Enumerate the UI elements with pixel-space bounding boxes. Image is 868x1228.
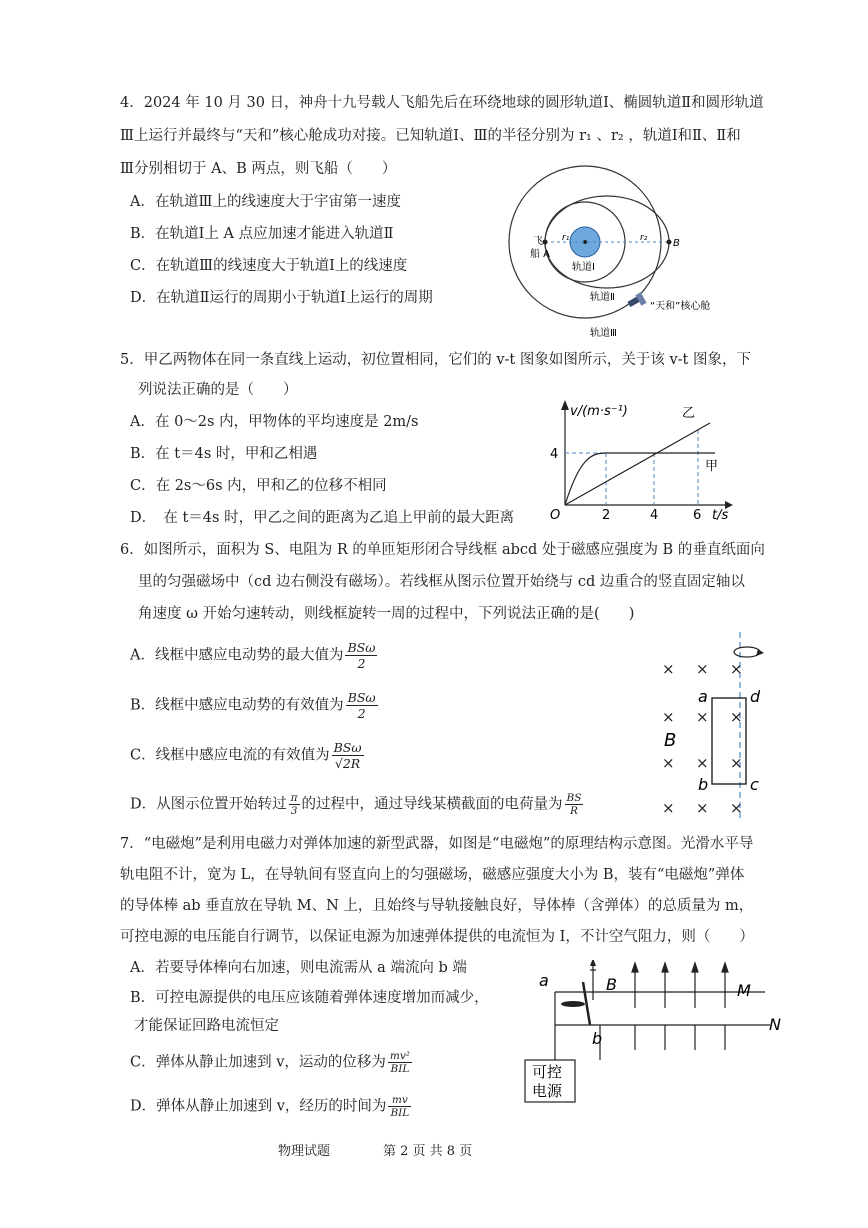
q7-option-c bbox=[130, 1050, 414, 1075]
q6-option-a bbox=[130, 640, 379, 671]
graph-xlabel: t/s bbox=[712, 508, 729, 523]
graph-origin: O bbox=[550, 508, 561, 523]
q6-c-numerator: BSω bbox=[333, 740, 362, 755]
q6-magnetic-field-figure bbox=[650, 630, 780, 825]
q6-line2: 里的匀强磁场中（cd 边右侧没有磁场）。若线框从图示位置开始绕与 cd 边重合的竖直固定轴以 bbox=[138, 574, 745, 590]
q4-option-a: A．在轨道Ⅲ上的线速度大于宇宙第一速度 bbox=[130, 194, 401, 210]
q7-c-denominator: BIL bbox=[390, 1063, 410, 1075]
q6-d-angle-denominator: 3 bbox=[290, 805, 298, 817]
svg-text:×: × bbox=[696, 660, 709, 678]
q4-option-d: D．在轨道Ⅱ运行的周期小于轨道Ⅰ上运行的周期 bbox=[130, 290, 433, 306]
q4-line2: Ⅲ上运行并最终与“天和”核心舱成功对接。已知轨道Ⅰ、Ⅲ的半径分别为 r₁ 、r₂ ，轨道Ⅰ和Ⅱ、Ⅱ和 bbox=[120, 128, 741, 144]
svg-text:×: × bbox=[730, 754, 743, 772]
q4-line1: 4．2024 年 10 月 30 日，神舟十九号载人飞船先后在环绕地球的圆形轨道Ⅰ、椭圆轨道Ⅱ和圆形轨道 bbox=[120, 95, 764, 111]
q6-option-d-text-a: D．从图示位置开始转过 bbox=[130, 796, 287, 813]
q7-option-d bbox=[130, 1094, 413, 1119]
q6-option-a-text: A．线框中感应电动势的最大值为 bbox=[130, 647, 344, 664]
svg-text:×: × bbox=[662, 708, 675, 726]
q7-line3: 的导体棒 ab 垂直放在导轨 M、N 上，且始终与导轨接触良好，导体棒（含弹体）的总质量为 m， bbox=[120, 898, 754, 914]
label-c: c bbox=[750, 775, 759, 794]
q6-option-d bbox=[130, 792, 585, 817]
graph-ylabel: v/(m·s⁻¹) bbox=[570, 404, 628, 419]
label-m: M bbox=[737, 981, 751, 1000]
jia-label: 甲 bbox=[705, 459, 719, 474]
q6-d-angle-numerator: π bbox=[290, 792, 298, 804]
q7-d-numerator: mv bbox=[388, 1094, 411, 1107]
label-field-b: B bbox=[606, 975, 617, 994]
yi-line bbox=[565, 423, 710, 505]
q5-line1: 5．甲乙两物体在同一条直线上运动，初位置相同，它们的 v-t 图象如图所示，关于该 v-t 图象，下 bbox=[120, 352, 751, 368]
q6-line3: 角速度 ω 开始匀速转动，则线框旋转一周的过程中，下列说法正确的是( ) bbox=[138, 606, 635, 622]
q4-orbit-figure bbox=[500, 160, 760, 350]
orbit-3-label: 轨道Ⅲ bbox=[590, 328, 617, 339]
q6-c-denominator: √2R bbox=[334, 756, 361, 771]
svg-text:×: × bbox=[730, 708, 743, 726]
q7-c-numerator: mv² bbox=[389, 1050, 411, 1062]
r2-label: r₂ bbox=[640, 233, 648, 243]
q7-option-b-line1: B．可控电源提供的电压应该随着弹体速度增加而减少， bbox=[130, 990, 489, 1006]
station-label: “天和”核心舱 bbox=[650, 301, 711, 312]
r1-label: r₁ bbox=[562, 233, 570, 243]
power-label-1: 可控 bbox=[532, 1063, 563, 1081]
label-a: a bbox=[539, 971, 549, 990]
q6-option-d-text-b: 的过程中，通过导线某横截面的电荷量为 bbox=[301, 796, 563, 813]
tick-x4: 4 bbox=[650, 508, 659, 523]
svg-text:×: × bbox=[730, 660, 743, 678]
q5-vt-graph bbox=[540, 395, 740, 525]
q6-d-numerator: BS bbox=[566, 792, 582, 804]
q6-option-c-text: C．线框中感应电流的有效值为 bbox=[130, 747, 330, 764]
q6-b-numerator: BSω bbox=[347, 690, 376, 705]
ship-label-a: 船 A bbox=[530, 249, 551, 260]
label-n: N bbox=[769, 1015, 781, 1034]
q6-line1: 6．如图所示，面积为 S、电阻为 R 的单匝矩形闭合导线框 abcd 处于磁感应强度为 B 的垂直纸面向 bbox=[120, 542, 765, 558]
footer-page-number: 第 2 页 共 8 页 bbox=[383, 1144, 473, 1159]
q4-line3: Ⅲ分别相切于 A、B 两点，则飞船（ ） bbox=[120, 161, 397, 177]
label-d: d bbox=[750, 687, 761, 706]
label-b: b bbox=[592, 1029, 603, 1048]
q5-option-d: D． 在 t＝4s 时，甲乙之间的距离为乙追上甲前的最大距离 bbox=[130, 510, 515, 526]
q6-a-denominator: 2 bbox=[357, 656, 366, 671]
q7-option-d-text: D．弹体从静止加速到 v，经历的时间为 bbox=[130, 1098, 387, 1115]
q7-option-a: A．若要导体棒向右加速，则电流需从 a 端流向 b 端 bbox=[130, 960, 467, 976]
q4-option-b: B．在轨道Ⅰ上 A 点应加速才能进入轨道Ⅱ bbox=[130, 226, 394, 242]
label-field-b: B bbox=[664, 730, 677, 751]
q6-option-b bbox=[130, 690, 380, 721]
q7-railgun-figure bbox=[515, 960, 790, 1105]
q7-line4: 可控电源的电压能自行调节，以保证电源为加速弹体提供的电流恒为 I，不计空气阻力，则（ ） bbox=[120, 929, 754, 945]
q5-option-a: A．在 0～2s 内，甲物体的平均速度是 2m/s bbox=[130, 414, 419, 430]
point-a bbox=[543, 240, 548, 245]
q7-option-b-line2: 才能保证回路电流恒定 bbox=[134, 1018, 279, 1034]
tick-x2: 2 bbox=[602, 508, 611, 523]
rotation-arrow-icon bbox=[734, 647, 760, 657]
power-label-2: 电源 bbox=[532, 1082, 563, 1100]
label-a: a bbox=[698, 687, 708, 706]
yi-label: 乙 bbox=[682, 406, 696, 421]
svg-text:×: × bbox=[696, 754, 709, 772]
q6-d-denominator: R bbox=[570, 805, 578, 817]
q5-line2: 列说法正确的是（ ） bbox=[138, 382, 298, 398]
point-b bbox=[667, 240, 672, 245]
q7-option-c-text: C．弹体从静止加速到 v，运动的位移为 bbox=[130, 1054, 386, 1071]
footer-subject: 物理试题 bbox=[278, 1144, 331, 1159]
q5-option-c: C．在 2s～6s 内，甲和乙的位移不相同 bbox=[130, 478, 387, 494]
svg-text:×: × bbox=[662, 754, 675, 772]
q7-line1: 7．“电磁炮”是利用电磁力对弹体加速的新型武器，如图是“电磁炮”的原理结构示意图。光滑水平导 bbox=[120, 836, 754, 852]
svg-text:×: × bbox=[730, 799, 743, 817]
svg-text:×: × bbox=[696, 799, 709, 817]
orbit-2-label: 轨道Ⅱ bbox=[590, 292, 615, 303]
projectile bbox=[561, 1001, 585, 1007]
svg-text:×: × bbox=[696, 708, 709, 726]
space-station-icon bbox=[627, 292, 646, 307]
q4-option-c: C．在轨道Ⅲ的线速度大于轨道Ⅰ上的线速度 bbox=[130, 258, 408, 274]
q7-line2: 轨电阻不计，宽为 L，在导轨间有竖直向上的匀强磁场，磁感应强度大小为 B，装有“电磁炮”弹体 bbox=[120, 867, 745, 883]
q7-d-denominator: BIL bbox=[390, 1107, 410, 1119]
ship-label: 飞 bbox=[533, 236, 543, 247]
label-b: b bbox=[698, 775, 709, 794]
q6-option-c bbox=[130, 740, 366, 771]
q5-option-b: B．在 t＝4s 时，甲和乙相遇 bbox=[130, 446, 318, 462]
svg-text:×: × bbox=[662, 660, 675, 678]
q6-option-b-text: B．线框中感应电动势的有效值为 bbox=[130, 697, 344, 714]
q6-b-denominator: 2 bbox=[357, 706, 366, 721]
tick-y4: 4 bbox=[550, 447, 559, 462]
svg-text:×: × bbox=[662, 799, 675, 817]
jia-curve bbox=[565, 453, 715, 505]
tick-x6: 6 bbox=[693, 508, 702, 523]
orbit-1-label: 轨道Ⅰ bbox=[572, 262, 595, 273]
b-label: B bbox=[673, 238, 680, 249]
q6-a-numerator: BSω bbox=[347, 640, 376, 655]
